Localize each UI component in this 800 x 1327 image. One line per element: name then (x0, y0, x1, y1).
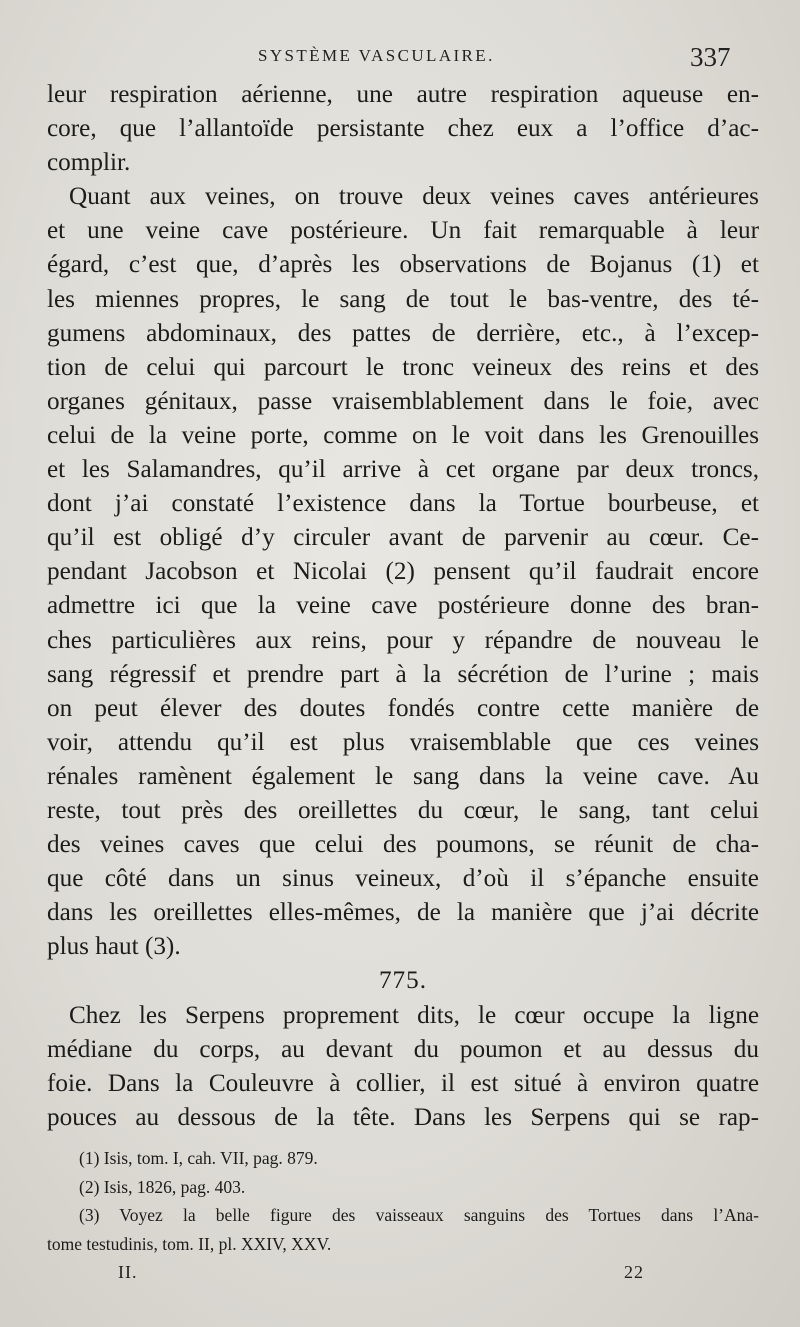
text-line: rénales ramènent également le sang dans la veine cave. Au (47, 762, 759, 790)
text-line: core, que l’allantoïde persistante chez eux a l’office d’ac- (47, 115, 759, 143)
text-line: voir, attendu qu’il est plus vraisemblable que ces veines (47, 728, 759, 756)
text-line: que côté dans un sinus veineux, d’où il s’épanche ensuite (47, 865, 759, 893)
text-line: des veines caves que celui des poumons, se réunit de cha- (47, 831, 759, 859)
text-line: leur respiration aérienne, une autre respiration aqueuse en- (47, 81, 759, 108)
text-line: qu’il est obligé d’y circuler avant de parvenir au cœur. Ce- (47, 524, 759, 552)
text-line: médiane du corps, au devant du poumon et au dessus du (47, 1035, 759, 1063)
text-line: plus haut (3). (47, 933, 181, 961)
text-line: sang régressif et prendre part à la sécrétion de l’urine ; mais (47, 660, 759, 688)
text-line: Quant aux veines, on trouve deux veines caves antérieures (69, 183, 759, 211)
signature-mark: II. (118, 1262, 138, 1282)
page-footer (0, 1262, 800, 1292)
signature-number: 22 (624, 1262, 644, 1282)
text-line: pouces au dessous de la tête. Dans les Serpens qui se rap- (47, 1103, 759, 1131)
body-text (47, 78, 759, 1135)
text-line: complir. (47, 149, 131, 177)
text-line: tion de celui qui parcourt le tronc veineux des reins et des (47, 353, 759, 381)
text-line: dont j’ai constaté l’existence dans la Tortue bourbeuse, et (47, 490, 759, 518)
footnote: (1) Isis, tom. I, cah. VII, pag. 879. (79, 1148, 318, 1168)
text-line: reste, tout près des oreillettes du cœur, le sang, tant celui (47, 796, 759, 824)
text-line: foie. Dans la Couleuvre à collier, il est situé à environ quatre (47, 1069, 759, 1097)
footnote: (3) Voyez la belle figure des vaisseaux sanguins des Tortues dans l’Ana- (79, 1205, 759, 1225)
text-line: égard, c’est que, d’après les observations de Bojanus (1) et (47, 251, 759, 279)
text-line: on peut élever des doutes fondés contre cette manière de (47, 694, 759, 722)
text-line: et les Salamandres, qu’il arrive à cet organe par deux troncs, (47, 456, 759, 484)
text-line: dans les oreillettes elles-mêmes, de la manière que j’ai décrite (47, 899, 759, 927)
text-line: les miennes propres, le sang de tout le bas-ventre, des té- (47, 285, 759, 313)
text-line: organes génitaux, passe vraisemblablement dans le foie, avec (47, 387, 759, 415)
text-line: et une veine cave postérieure. Un fait remarquable à leur (47, 217, 759, 245)
text-line: Chez les Serpens proprement dits, le cœur occupe la ligne (69, 1001, 759, 1029)
running-title: SYSTÈME VASCULAIRE. (258, 46, 495, 65)
text-line: celui de la veine porte, comme on le voit dans les Grenouilles (47, 421, 759, 449)
text-line: ches particulières aux reins, pour y répandre de nouveau le (47, 626, 759, 654)
footnote: (2) Isis, 1826, pag. 403. (79, 1176, 246, 1197)
footnotes (47, 1144, 759, 1258)
text-line: admettre ici que la veine cave postérieure donne des bran- (47, 592, 759, 620)
text-line: pendant Jacobson et Nicolai (2) pensent qu’il faudrait encore (47, 558, 759, 586)
footnote-continuation: tome testudinis, tom. II, pl. XXIV, XXV. (47, 1233, 332, 1254)
text-line: gumens abdominaux, des pattes de derrière, etc., à l’excep- (47, 319, 759, 347)
page-number: 337 (690, 42, 731, 72)
running-head (0, 40, 800, 80)
section-number: 775. (378, 967, 428, 995)
